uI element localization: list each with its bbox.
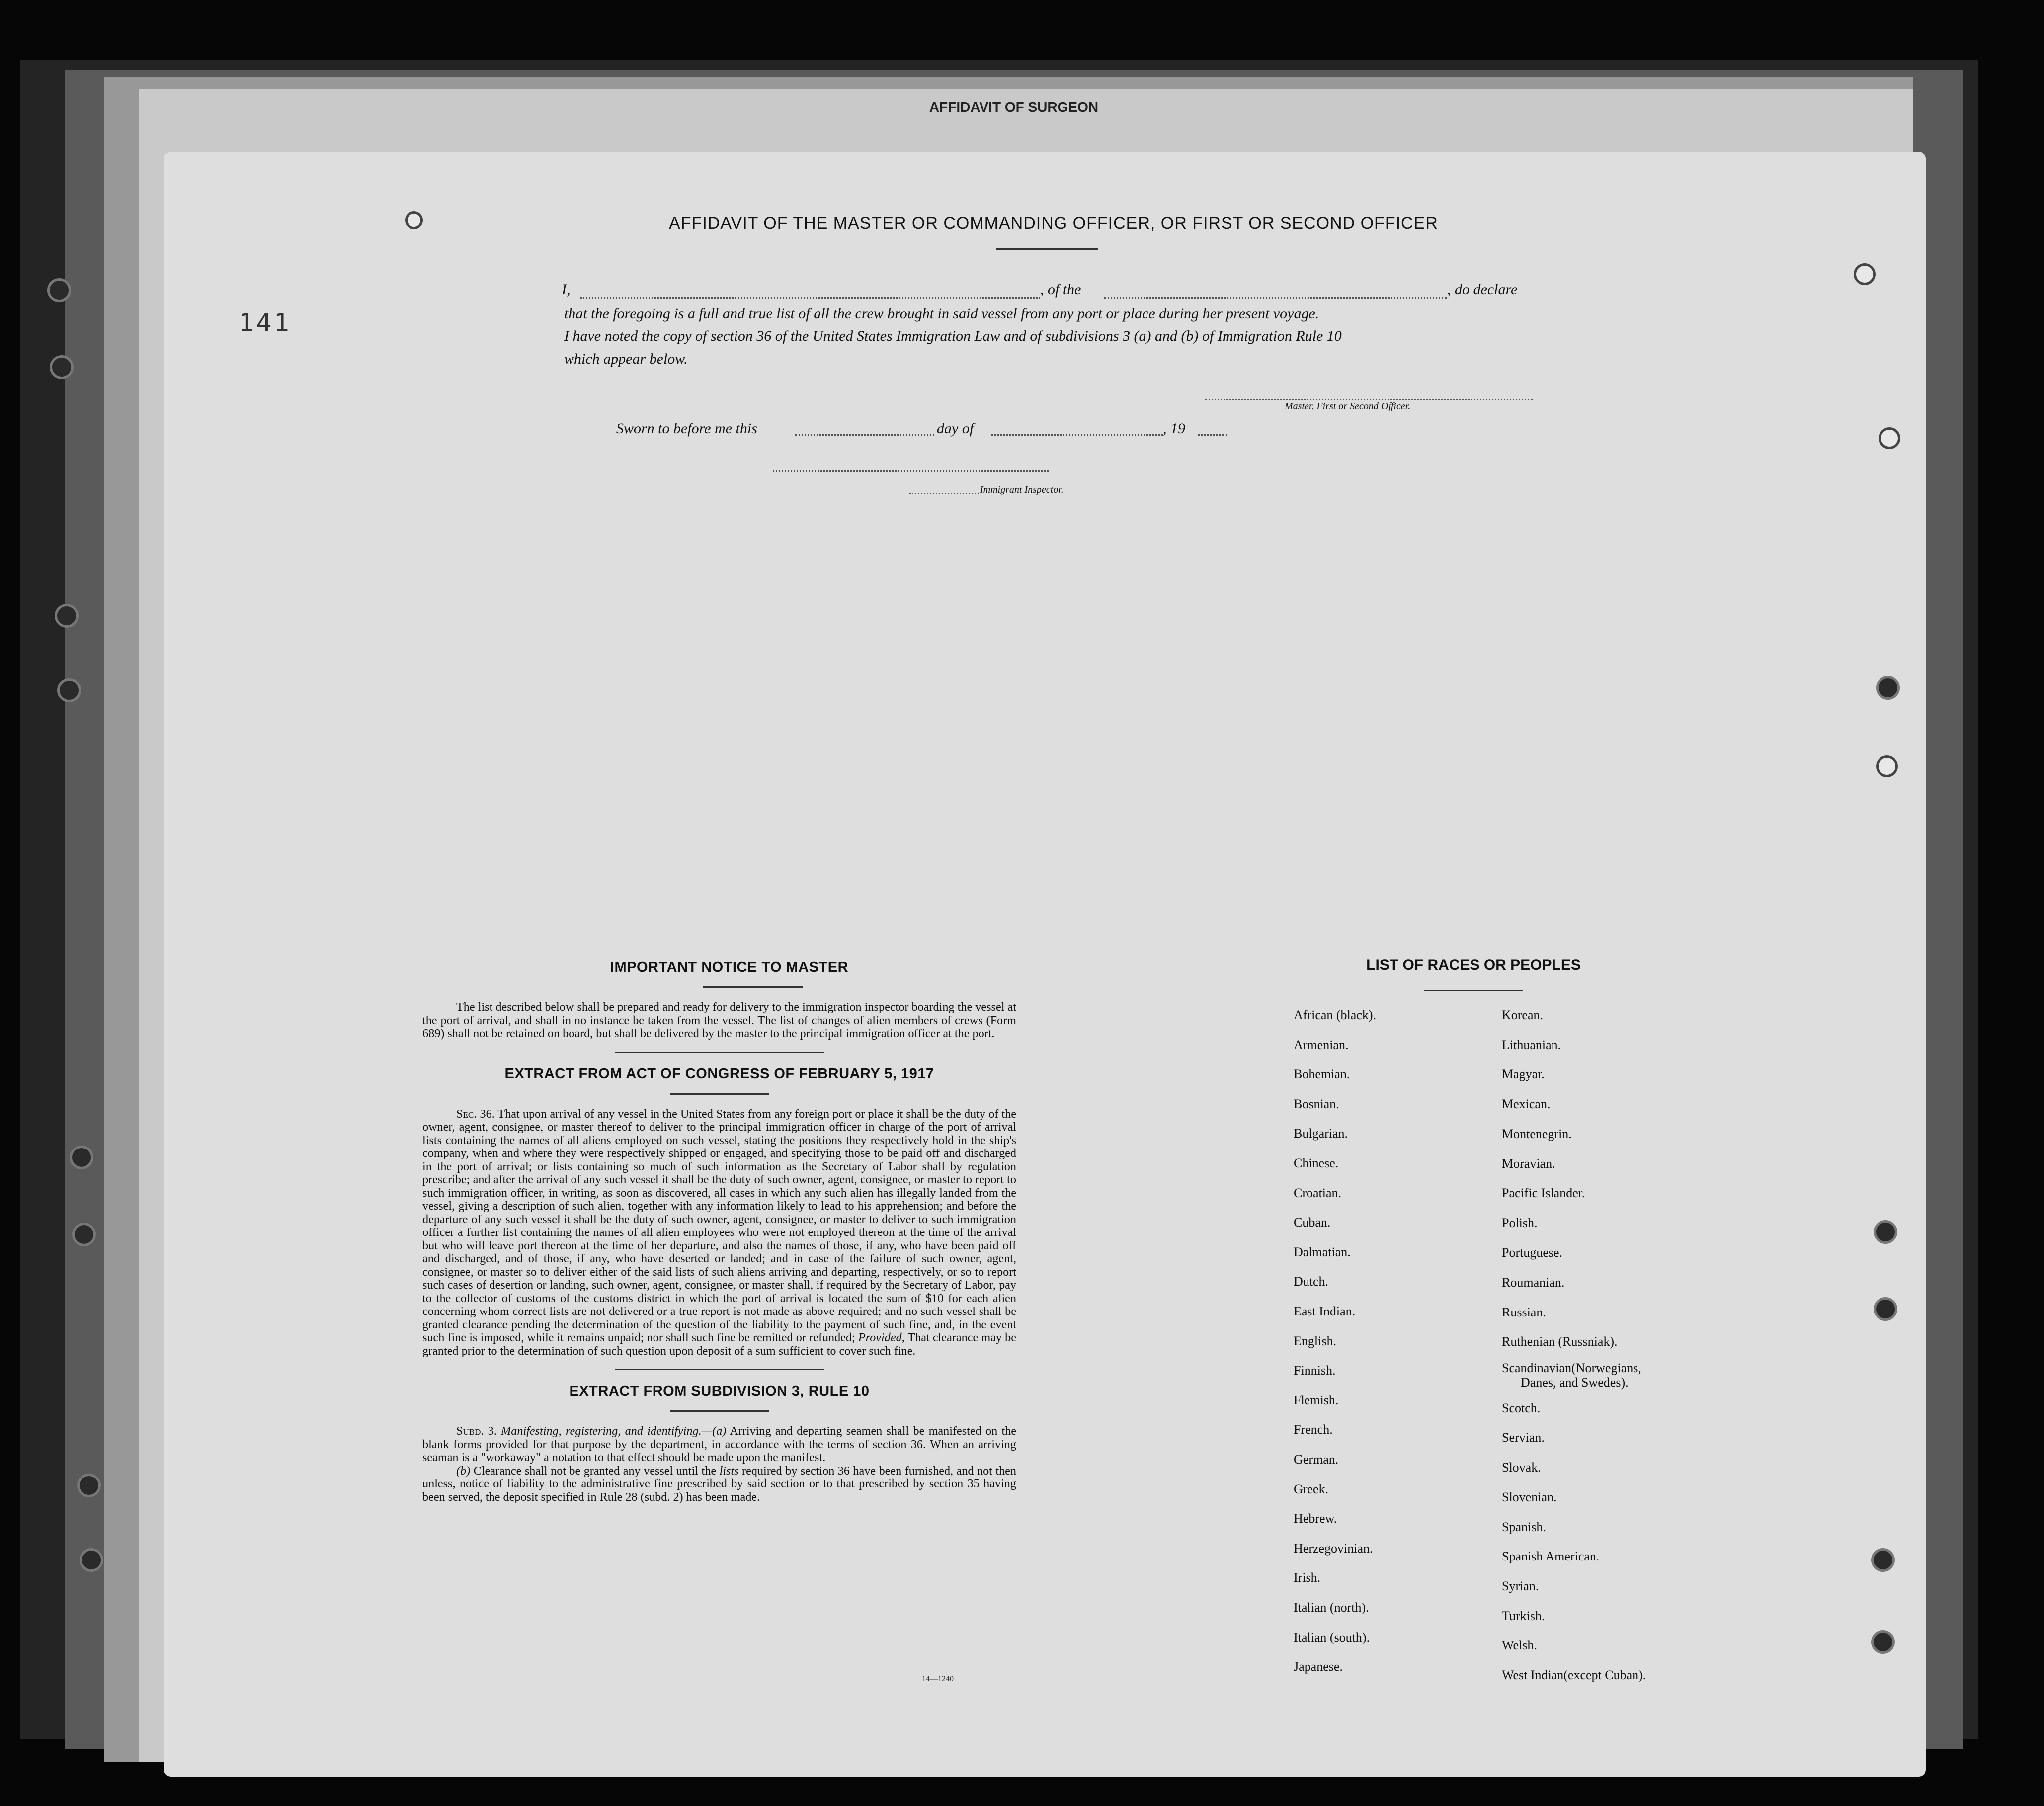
binder-hole xyxy=(1876,676,1900,700)
section-rule xyxy=(670,1093,769,1095)
inspector-label: Immigrant Inspector. xyxy=(980,484,1063,495)
section-rule xyxy=(670,1410,769,1412)
race-item: Slovak. xyxy=(1502,1460,1541,1475)
race-item: Greek. xyxy=(1294,1481,1329,1496)
race-item: Polish. xyxy=(1502,1216,1538,1230)
race-item: Cuban. xyxy=(1294,1215,1331,1230)
notice-title: IMPORTANT NOTICE TO MASTER xyxy=(610,959,849,975)
race-item: Welsh. xyxy=(1502,1638,1537,1652)
binder-hole xyxy=(1871,1548,1895,1572)
race-item: English. xyxy=(1294,1333,1336,1348)
act-extract-title: EXTRACT FROM ACT OF CONGRESS OF FEBRUARY 5, 1917 xyxy=(504,1066,934,1082)
race-item: Dutch. xyxy=(1294,1274,1329,1289)
act-extract-text xyxy=(422,1108,1016,1358)
affidavit-title: AFFIDAVIT OF THE MASTER OR COMMANDING OFFICER, OR FIRST OR SECOND OFFICER xyxy=(669,214,1438,233)
binder-ring xyxy=(1876,755,1898,777)
subd-heading: Manifesting, registering, and identifying.—(a) xyxy=(501,1424,727,1438)
race-item: Moravian. xyxy=(1502,1156,1555,1171)
rule-para-b xyxy=(422,1465,1016,1504)
i-label: I, xyxy=(562,281,571,298)
punch-mark xyxy=(405,211,423,229)
race-item: Roumanian. xyxy=(1502,1275,1565,1290)
inspector-signature-prefix xyxy=(909,493,979,494)
binder-ring xyxy=(1879,427,1900,449)
race-item: Magyar. xyxy=(1502,1067,1545,1081)
year-prefix: , 19 xyxy=(1163,420,1185,437)
race-item: African (black). xyxy=(1294,1008,1377,1022)
sworn-month-blank[interactable] xyxy=(991,434,1163,436)
officer-signature-line[interactable] xyxy=(1205,399,1533,400)
binder-hole xyxy=(1874,1220,1897,1244)
of-the-label: , of the xyxy=(1040,281,1081,298)
race-item: East Indian. xyxy=(1294,1304,1356,1318)
section-rule xyxy=(703,986,803,988)
race-item: Flemish. xyxy=(1294,1393,1339,1407)
provided-word: Provided, xyxy=(858,1331,905,1344)
officer-signature-label: Master, First or Second Officer. xyxy=(1285,401,1411,411)
form-number: 14—1240 xyxy=(922,1675,954,1683)
race-item: Portuguese. xyxy=(1502,1245,1563,1260)
rule-para-a xyxy=(422,1425,1016,1465)
affidavit-line-2: I have noted the copy of section 36 of the United States Immigration Law and of subdivisions 3 (a) and (b) of Immigration Rule 10 xyxy=(564,328,1342,344)
race-item: Bohemian. xyxy=(1294,1067,1350,1082)
race-item: Scotch. xyxy=(1502,1401,1541,1415)
inspector-signature-line[interactable] xyxy=(773,470,1049,472)
para-b-text-1: Clearance shall not be granted any vessel until the xyxy=(473,1464,717,1478)
sworn-day-blank[interactable] xyxy=(795,434,934,436)
affidavit-line-1: that the foregoing is a full and true list of all the crew brought in said vessel from any port or place during her present voyage. xyxy=(564,305,1319,322)
race-item: Korean. xyxy=(1502,1008,1544,1022)
binder-hole xyxy=(77,1474,101,1497)
race-item: Spanish American. xyxy=(1502,1549,1600,1563)
race-item: Chinese. xyxy=(1294,1156,1339,1170)
binder-ring xyxy=(1854,263,1876,285)
binder-hole xyxy=(80,1548,103,1572)
binder-hole xyxy=(57,678,81,702)
affidavit-line-3: which appear below. xyxy=(564,351,688,367)
race-item: Spanish. xyxy=(1502,1520,1546,1534)
section-rule xyxy=(615,1052,824,1053)
race-item: Bulgarian. xyxy=(1294,1126,1348,1141)
section-36-text-end: That clearance may be granted prior to the determination of such question upon deposit of a sum sufficient to cover such fine. xyxy=(422,1331,1016,1358)
do-declare-label: , do declare xyxy=(1447,281,1518,298)
race-item: Armenian. xyxy=(1294,1037,1349,1052)
race-item: French. xyxy=(1294,1422,1333,1437)
binder-hole xyxy=(55,604,79,628)
race-item: Italian (north). xyxy=(1294,1600,1369,1615)
surgeon-affidavit-header: AFFIDAVIT OF SURGEON xyxy=(929,99,1099,115)
race-item: Finnish. xyxy=(1294,1363,1336,1378)
handwritten-number: 141 xyxy=(239,308,291,338)
race-item: Slovenian. xyxy=(1502,1490,1557,1504)
para-b-text-2: required by section 36 have been furnished, and not then unless, notice of liability to the administrative fine prescribed by said section or to that prescribed by section 35 having been served, the deposit specified in Rule 28 (subd. 2) has been made. xyxy=(422,1464,1017,1504)
binder-hole xyxy=(47,278,71,302)
binder-hole xyxy=(1874,1297,1897,1321)
binder-hole xyxy=(1871,1630,1895,1654)
race-item: Montenegrin. xyxy=(1502,1127,1572,1141)
subd-label: Subd. 3. xyxy=(456,1424,497,1438)
race-item: Bosnian. xyxy=(1294,1096,1339,1111)
lists-word: lists xyxy=(719,1464,739,1478)
sworn-year-blank[interactable] xyxy=(1198,434,1227,436)
section-rule xyxy=(1424,990,1523,991)
para-a-text: Arriving and departing seamen shall be manifested on the blank forms provided for that purpose by the department, in accordance with the terms of section 36. When an arriving seaman is a "workaway" a notation to that effect should be made upon the manifest. xyxy=(422,1424,1016,1464)
race-item: Lithuanian. xyxy=(1502,1038,1561,1052)
race-item: West Indian(except Cuban). xyxy=(1502,1668,1646,1682)
notice-text: The list described below shall be prepared and ready for delivery to the immigration inspector boarding the vessel at the port of arrival, and shall in no instance be taken from the vessel. The list of changes of alien members of crews (Form 689) shall not be retained on board, but shall be delivered by the master to the principal immigration officer at the port. xyxy=(422,1000,1016,1040)
binder-hole xyxy=(72,1223,96,1246)
vessel-blank[interactable] xyxy=(1104,297,1447,299)
race-item: Hebrew. xyxy=(1294,1511,1337,1526)
race-item: German. xyxy=(1294,1452,1339,1467)
notice-column xyxy=(422,959,1016,1504)
name-blank[interactable] xyxy=(580,297,1040,299)
race-item: Servian. xyxy=(1502,1430,1545,1445)
section-36-text: That upon arrival of any vessel in the United States from any foreign port or place it shall be the duty of the owner, agent, consignee, or master thereof to deliver to the principal immigration officer in charge of the port of arrival lists containing the names of all aliens employed on such vessel, stating the positions they respectively hold in the ship's company, when and where they were respectively shipped or engaged, and specifying those to be paid off and discharged in the port of arrival; or lists containing so much of such information as the Secretary of Labor shall by regulation prescribe; and after the arrival of any such vessel it shall be the duty of such owner, agent, consignee, or master to report to such immigration officer, in writing, as soon as discovered, all cases in which any such alien has illegally landed from the vessel, giving a description of such alien, together with any information likely to lead to his apprehension; and before the departure of any such vessel it shall be the duty of such owner, agent, consignee, or master to deliver to such immigration officer a further list containing the names of all alien employees who were not employed thereon at the time of the arrival but who will leave port thereon at the time of her departure, and also the names of those, if any, who have been paid off and discharged, and of those, if any, who have deserted or landed; and in case of the failure of such owner, agent, consignee, or master so to deliver either of the said lists of such aliens arriving and departing, respectively, or so to report such cases of desertion or landing, such owner, agent, consignee, or master shall, if required by the Secretary of Labor, pay to the collector of customs of the customs district in which the port of arrival is located the sum of $10 for each alien concerning whom correct lists are not delivered or a true report is not made as above required; and no such vessel shall be granted clearance pending the determination of the question of the liability to the payment of such fine, and, in the event such fine is imposed, while it remains unpaid; nor shall such fine be remitted or refunded; xyxy=(422,1107,1016,1344)
section-label: Sec. 36. xyxy=(456,1107,495,1121)
section-rule xyxy=(615,1369,824,1370)
title-rule xyxy=(996,248,1098,250)
para-b-label: (b) xyxy=(456,1464,471,1478)
race-item: Syrian. xyxy=(1502,1579,1539,1593)
race-item: Ruthenian (Russniak). xyxy=(1502,1334,1618,1349)
race-item: Danes, and Swedes). xyxy=(1521,1375,1629,1390)
race-item: Turkish. xyxy=(1502,1609,1545,1623)
race-item: Herzegovinian. xyxy=(1294,1541,1373,1556)
race-item: Dalmatian. xyxy=(1294,1244,1351,1259)
binder-hole xyxy=(70,1146,93,1169)
race-item: Pacific Islander. xyxy=(1502,1186,1585,1200)
rule-extract-title: EXTRACT FROM SUBDIVISION 3, RULE 10 xyxy=(569,1383,870,1399)
race-item: Russian. xyxy=(1502,1305,1546,1319)
race-item: Croatian. xyxy=(1294,1185,1342,1200)
day-of-label: day of xyxy=(937,420,974,437)
race-item: Scandinavian(Norwegians, xyxy=(1502,1361,1641,1375)
binder-hole xyxy=(50,355,74,379)
race-item: Japanese. xyxy=(1294,1659,1343,1674)
sworn-label: Sworn to before me this xyxy=(616,420,757,437)
race-item: Irish. xyxy=(1294,1570,1321,1585)
race-item: Italian (south). xyxy=(1294,1630,1370,1644)
race-item: Mexican. xyxy=(1502,1097,1551,1111)
races-title: LIST OF RACES OR PEOPLES xyxy=(1366,957,1581,973)
